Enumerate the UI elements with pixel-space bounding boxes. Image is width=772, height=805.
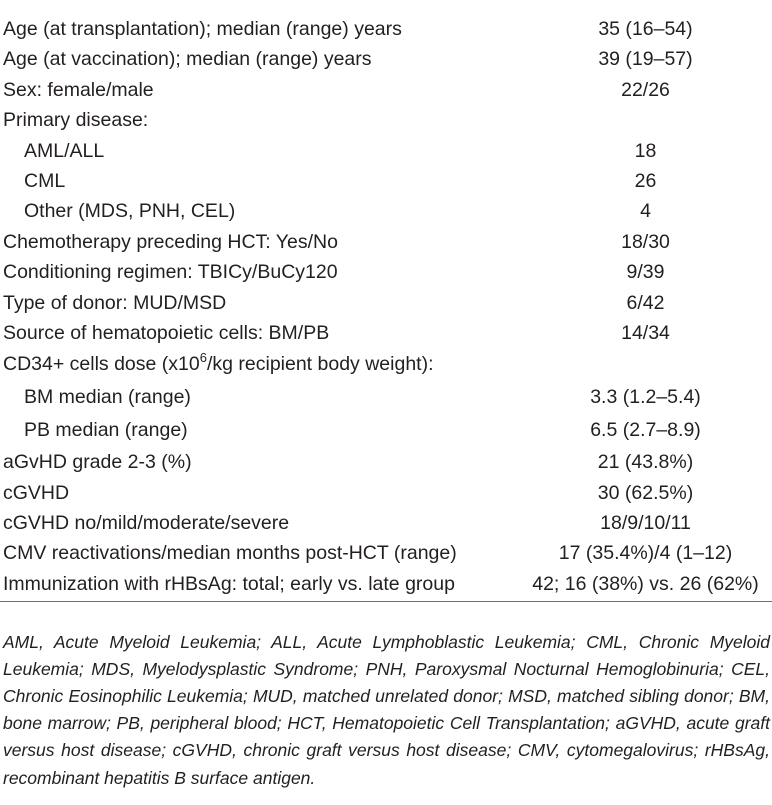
row-value: 42; 16 (38%) vs. 26 (62%) — [532, 572, 759, 595]
row-label: Age (at vaccination); median (range) years — [3, 48, 372, 71]
row-label: BM median (range) — [24, 386, 191, 409]
table-row — [0, 288, 772, 318]
row-label: Source of hematopoietic cells: BM/PB — [3, 321, 330, 344]
row-value: 3.3 (1.2–5.4) — [590, 386, 701, 409]
row-label: Sex: female/male — [3, 78, 154, 101]
label-superscript: 6 — [199, 350, 207, 366]
table-row — [0, 478, 772, 508]
row-value: 6/42 — [626, 291, 665, 314]
row-value: 18/9/10/11 — [600, 512, 691, 535]
row-label: cGVHD no/mild/moderate/severe — [3, 512, 290, 535]
row-label: Primary disease: — [3, 109, 149, 132]
row-value: 17 (35.4%)/4 (1–12) — [558, 542, 733, 565]
table-row — [0, 14, 772, 44]
row-value: 18/30 — [621, 230, 670, 253]
table-row-section — [0, 105, 772, 135]
row-label: Chemotherapy preceding HCT: Yes/No — [3, 230, 338, 253]
table-row — [0, 381, 772, 414]
table-divider — [0, 601, 772, 602]
row-label: aGvHD grade 2-3 (%) — [3, 451, 192, 474]
table-row — [0, 196, 772, 226]
table-row — [0, 227, 772, 257]
row-label: PB median (range) — [24, 419, 188, 442]
row-label: CMV reactivations/median months post-HCT (range) — [3, 542, 457, 565]
row-value: 35 (16–54) — [598, 18, 693, 40]
row-label: cGVHD — [3, 481, 70, 504]
table-row — [0, 257, 772, 287]
row-label: AML/ALL — [24, 139, 105, 162]
table-row — [0, 508, 772, 538]
row-value: 30 (62.5%) — [597, 481, 694, 504]
row-value: 14/34 — [621, 321, 670, 344]
table-row — [0, 447, 772, 477]
table-footnote: AML, Acute Myeloid Leukemia; ALL, Acute Lymphoblastic Leukemia; CML, Chronic Myeloid Leukemia; MDS, Myelodysplastic Syndrome; PNH, Paroxysmal Nocturnal Hemoglobinuria; CEL, Chronic Eosinophilic Leukemia; MUD, matched unrelated donor; MSD, matched sibling donor; BM, bone marrow; PB, peripheral blood; HCT, Hematopoietic Cell Transplantation; aGVHD, acute graft versus host disease; cGVHD, chronic graft versus host disease; CMV, cytomegalovirus; rHBsAg, recombinant hepatitis B surface antigen. — [3, 631, 770, 788]
row-value: 39 (19–57) — [598, 48, 693, 71]
table-row-section — [0, 348, 772, 381]
table-row — [0, 538, 772, 568]
table-row — [0, 75, 772, 105]
row-value: 9/39 — [626, 261, 665, 284]
table-row — [0, 136, 772, 166]
row-value: 21 (43.8%) — [597, 451, 694, 474]
table-row — [0, 166, 772, 196]
table-row — [0, 414, 772, 447]
table-row — [0, 569, 772, 599]
row-label: Other (MDS, PNH, CEL) — [24, 200, 236, 223]
row-value: 6.5 (2.7–8.9) — [590, 419, 701, 442]
row-value: 4 — [640, 200, 651, 223]
table-row — [0, 318, 772, 348]
row-value: 22/26 — [621, 78, 670, 101]
label-text-pre: CD34+ cells dose (x10 — [3, 353, 200, 376]
table-row — [0, 44, 772, 74]
row-label: Conditioning regimen: TBICy/BuCy120 — [3, 261, 338, 284]
row-value: 18 — [634, 139, 657, 162]
row-label: Type of donor: MUD/MSD — [3, 291, 227, 314]
row-label: Age (at transplantation); median (range) years — [3, 18, 402, 40]
row-label: CML — [24, 169, 66, 192]
row-label: Immunization with rHBsAg: total; early vs. late group — [3, 572, 455, 595]
row-value: 26 — [634, 169, 657, 192]
row-label — [3, 349, 434, 379]
characteristics-table — [0, 14, 772, 599]
label-text-post: /kg recipient body weight): — [206, 353, 434, 376]
